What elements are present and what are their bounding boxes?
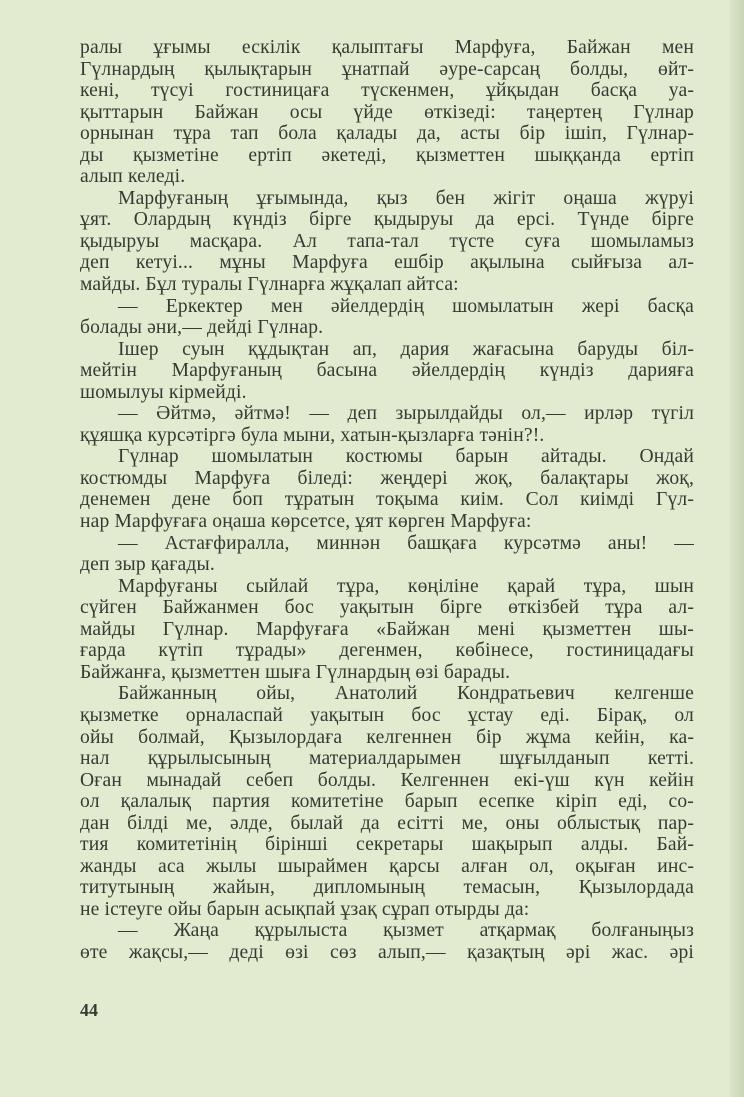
text-line: Марфуғаның ұғымында, қыз бен жігіт оңаша жүруі (118, 187, 694, 209)
text-line: — Жаңа құрылыста қызмет атқармақ болғаныңыз (118, 920, 694, 942)
text-line: майды. Бұл туралы Гүлнарға жұқалап айтса: (80, 274, 459, 296)
text-line: дан білді ме, әлде, былай да есітті ме, оны облыстық пар- (80, 812, 694, 834)
text-line: не істеуге ойы барын асықпай ұзақ сұрап отырды да: (80, 898, 530, 920)
text-line: деп зыр қағады. (80, 554, 215, 576)
text-line: Оған мынадай себеп болды. Келгеннен екі-үш күн кейін (80, 769, 694, 791)
text-line: ұят. Олардың күндіз бірге қыдыруы да ерсі. Түнде бірге (80, 209, 694, 231)
text-line: қыттарын Байжан осы үйде өткізеді: таңертең Гүлнар (80, 101, 694, 123)
text-line: ғарда күтіп тұрады» дегенмен, көбінесе, гостиницадағы (80, 640, 694, 662)
text-line: Гүлнар шомылатын костюмы барын айтады. Ондай (118, 446, 694, 468)
text-line: өте жақсы,— деді өзі сөз алып,— қазақтың әрі жас. әрі (80, 941, 694, 963)
page-edge-shadow (730, 0, 744, 1097)
text-line: шомылуы кірмейді. (80, 381, 247, 403)
body-text (80, 37, 694, 964)
text-line: қыдыруы масқара. Ал тапа-тал түсте суға шомыламыз (80, 230, 694, 252)
text-line: ралы ұғымы ескілік қалыптағы Марфуға, Байжан мен (80, 37, 694, 58)
text-line: ды қызметіне ертіп әкетеді, қызметтен шыққанда ертіп (80, 144, 694, 166)
text-line: жанды аса жылы шыраймен қарсы алған ол, оқыған инс- (80, 855, 694, 877)
text-line: тия комитетінің бірінші секретары шақырып алды. Бай- (80, 834, 694, 856)
text-line: ойы болмай, Қызылордаға келгеннен бір жұма кейін, ка- (80, 726, 694, 748)
text-line: нал құрылысының материалдарымен шұғылданып кетті. (80, 748, 694, 770)
text-line: Байжанның ойы, Анатолий Кондратьевич келгенше (118, 683, 694, 705)
text-line: орнынан тұра тап бола қалады да, асты бір ішіп, Гүлнар- (80, 123, 694, 145)
text-line: — Астағфиралла, миннән башқаға курсәтмә аны! — (118, 532, 694, 554)
text-line: Гүлнардың қылықтарын ұнатпай әуре-сарсаң болды, өйт- (80, 58, 694, 80)
text-line: — Әйтмә, әйтмә! — деп зырылдайды ол,— ирләр түгіл (118, 403, 694, 425)
text-line: деп кетуі... мұны Марфуға ешбір ақылына сыйғыза ал- (80, 252, 694, 274)
text-line: сүйген Байжанмен бос уақытын бірге өткізбей тұра ал- (80, 597, 694, 619)
text-line: мейтін Марфуғаның басына әйелдердің күндіз дарияға (80, 360, 694, 382)
text-line: — Еркектер мен әйелдердің шомылатын жері басқа (118, 295, 694, 317)
page-number: 44 (80, 1000, 98, 1020)
text-line: ол қалалық партия комитетіне барып есепке кіріп еді, со- (80, 791, 694, 813)
text-line: болады әни,— дейді Гүлнар. (80, 317, 324, 339)
text-line: майды Гүлнар. Марфуғаға «Байжан мені қызметтен шы- (80, 618, 694, 640)
text-line: титутының жайын, дипломының темасын, Қызылордада (80, 877, 694, 899)
text-line: нар Марфуғаға оңаша көрсетсе, ұят көрген Марфуға: (80, 511, 532, 533)
text-line: алып келеді. (80, 166, 186, 188)
text-line: құяшқа курсәтіргә була мыни, хатын-қызларға тәнін?!. (80, 424, 545, 446)
text-line: костюмды Марфуға біледі: жеңдері жоқ, балақтары жоқ, (80, 467, 694, 489)
text-line: денемен дене боп тұратын тоқыма киім. Сол киімді Гүл- (80, 489, 694, 511)
text-line: Марфуғаны сыйлай тұра, көңіліне қарай тұра, шын (118, 575, 694, 597)
text-line: қызметке орналаспай уақытын бос ұстау еді. Бірақ, ол (80, 704, 694, 726)
text-line: кені, түсуі гостиницаға түскенмен, ұйқыдан басқа уа- (80, 80, 694, 102)
text-line: Байжанға, қызметтен шыға Гүлнардың өзі барады. (80, 661, 511, 683)
text-line: Ішер суын құдықтан ап, дария жағасына баруды біл- (118, 338, 694, 360)
